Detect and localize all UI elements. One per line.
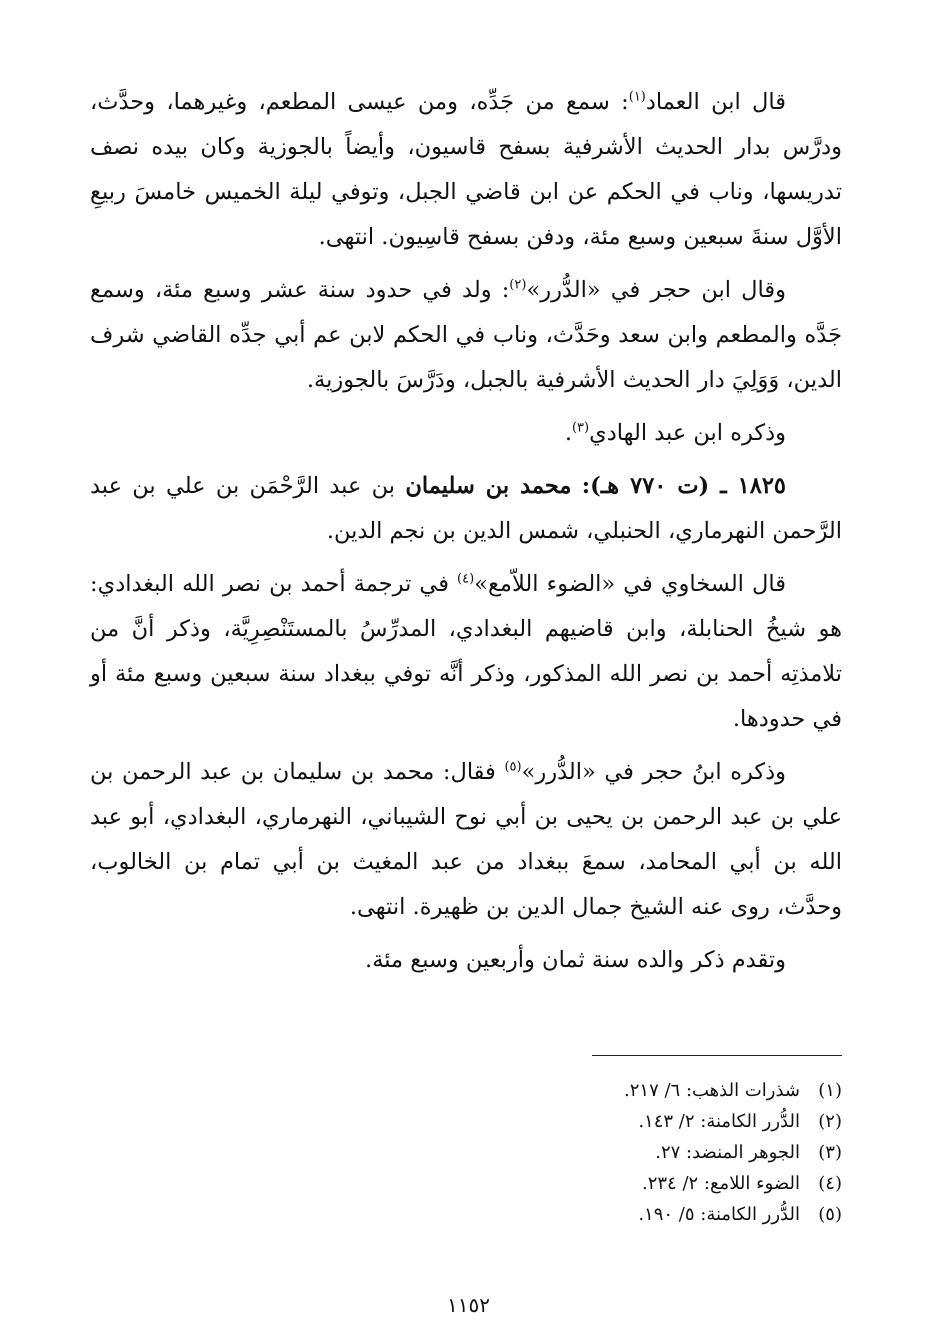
entry-lineage: بن عبد الرَّحْمَن بن علي بن عبد الرَّحمن النهرماري، الحنبلي، شمس الدين بن نجم الدين. [90,473,842,544]
text: قال ابن العماد [645,89,787,115]
footnote-number: (٢) [818,1111,842,1132]
footnote-1 [342,1075,842,1106]
footnote-text: الجوهر المنضد: ٢٧. [655,1142,800,1163]
text: في ترجمة أحمد بن نصر الله البغدادي: هو شيخُ الحنابلة، وابن قاضيهم البغدادي، المدرِّسُ بالمستَنْصِرِيَّة، وذكر أنَّ من تلامذتِه أحمد بن نصر الله المذكور، وذكر أنَّه توفي ببغداد سنة سبعين وسبع مئة أو في حدودها. [90,571,842,732]
footnote-text: شذرات الذهب: ٦/ ٢١٧. [624,1080,800,1101]
text: . [564,420,572,446]
text: وقال ابن حجر في «الدُّرر» [526,277,786,303]
footnote-ref-5[interactable]: (٥) [504,759,522,775]
footnote-number: (١) [818,1080,842,1101]
footnote-ref-4[interactable]: (٤) [457,571,475,587]
footnote-4 [342,1168,842,1199]
page-body [90,80,842,983]
footnote-2 [342,1106,842,1137]
text: وذكره ابنُ حجر في «الدُّرر» [521,759,786,785]
paragraph-ibn-hajar [90,268,842,403]
footnote-text: الدُّرر الكامنة: ٢/ ١٤٣. [638,1111,800,1132]
paragraph-ibn-al-imad [90,80,842,260]
footnote-3 [342,1137,842,1168]
footnote-text: الدُّرر الكامنة: ٥/ ١٩٠. [638,1204,800,1225]
footnote-ref-1[interactable]: (١) [628,89,646,105]
text: وذكره ابن عبد الهادي [589,420,786,446]
text: وتقدم ذكر والده سنة ثمان وأربعين وسبع مئة. [365,947,786,973]
text: فقال: محمد بن سليمان بن عبد الرحمن بن علي بن عبد الرحمن بن يحيى بن أبي نوح الشيباني، النهرماري، البغدادي، أبو عبد الله بن أبي المحامد، سمعَ ببغداد من عبد المغيث بن أبي تمام بن الخالوب، وحدَّث، روى عنه الشيخ جمال الدين بن ظهيرة. انتهى. [90,759,842,920]
text: قال السخاوي في «الضوء اللاّمع» [474,571,786,597]
entry-heading [90,464,842,554]
footnote-divider [592,1055,842,1056]
footnote-text: الضوء اللامع: ٢/ ٢٣٤. [641,1173,800,1194]
paragraph-father [90,938,842,983]
footnotes [342,1075,842,1230]
entry-name: محمد بن سليمان [405,473,572,499]
footnote-5 [342,1199,842,1230]
footnote-number: (٣) [818,1142,842,1163]
footnote-ref-3[interactable]: (٣) [571,420,590,436]
paragraph-sakhawi [90,562,842,742]
text: : سمع من جَدِّه، ومن عيسى المطعم، وغيرهما، وحدَّث، ودرَّس بدار الحديث الأشرفية بسفح قاسيون، وأيضاً بالجوزية وكان بيده نصف تدريسها، وناب في الحكم عن ابن قاضي الجبل، وتوفي ليلة الخميس خامسَ ربيعِ الأوَّل سنةَ سبعين وسبع مئة، ودفن بسفح قاسِيون. انتهى. [90,89,843,250]
paragraph-ibn-abd-al-hadi [90,411,842,456]
text: : ولد في حدود سنة عشر وسبع مئة، وسمع جَدَّه والمطعم وابن سعد وحَدَّث، وناب في الحكم لابن عم أبي جدِّه القاضي شرف الدين، وَوَلِيَ دار الحديث الأشرفية بالجبل، ودَرَّسَ بالجوزية. [90,277,842,393]
footnote-number: (٤) [818,1173,842,1194]
paragraph-ibn-hajar-2 [90,750,842,930]
footnote-number: (٥) [818,1204,842,1225]
footnote-ref-2[interactable]: (٢) [509,277,527,293]
page-number: ١١٥٢ [447,1293,490,1317]
entry-number: ١٨٢٥ ـ (ت ٧٧٠ هـ): [581,473,787,499]
